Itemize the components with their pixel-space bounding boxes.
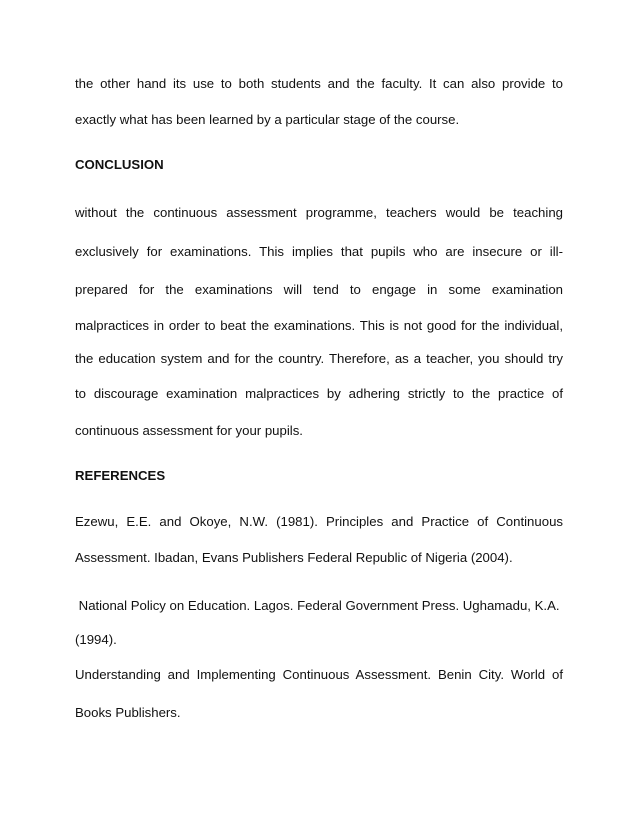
conclusion-line: to discourage examination malpractices by adhering strictly to the practice of [75,386,563,401]
reference-line: Understanding and Implementing Continuous Assessment. Benin City. World of [75,667,563,682]
reference-line: Assessment. Ibadan, Evans Publishers Federal Republic of Nigeria (2004). [75,550,513,565]
conclusion-line: prepared for the examinations will tend to engage in some examination [75,282,563,297]
conclusion-line: continuous assessment for your pupils. [75,423,303,438]
reference-line: (1994). [75,632,117,647]
conclusion-line: exclusively for examinations. This implies that pupils who are insecure or ill- [75,244,563,259]
conclusion-line: the education system and for the country. Therefore, as a teacher, you should try [75,351,563,366]
conclusion-heading: CONCLUSION [75,157,164,172]
conclusion-line: without the continuous assessment programme, teachers would be teaching [75,205,563,220]
intro-line: exactly what has been learned by a particular stage of the course. [75,112,460,127]
reference-line: Ezewu, E.E. and Okoye, N.W. (1981). Principles and Practice of Continuous [75,514,563,529]
reference-line: Books Publishers. [75,705,181,720]
conclusion-line: malpractices in order to beat the examinations. This is not good for the individual, [75,318,563,333]
intro-line: the other hand its use to both students and the faculty. It can also provide to [75,76,563,91]
references-heading: REFERENCES [75,468,166,483]
reference-line: National Policy on Education. Lagos. Federal Government Press. Ughamadu, K.A. [75,598,560,613]
